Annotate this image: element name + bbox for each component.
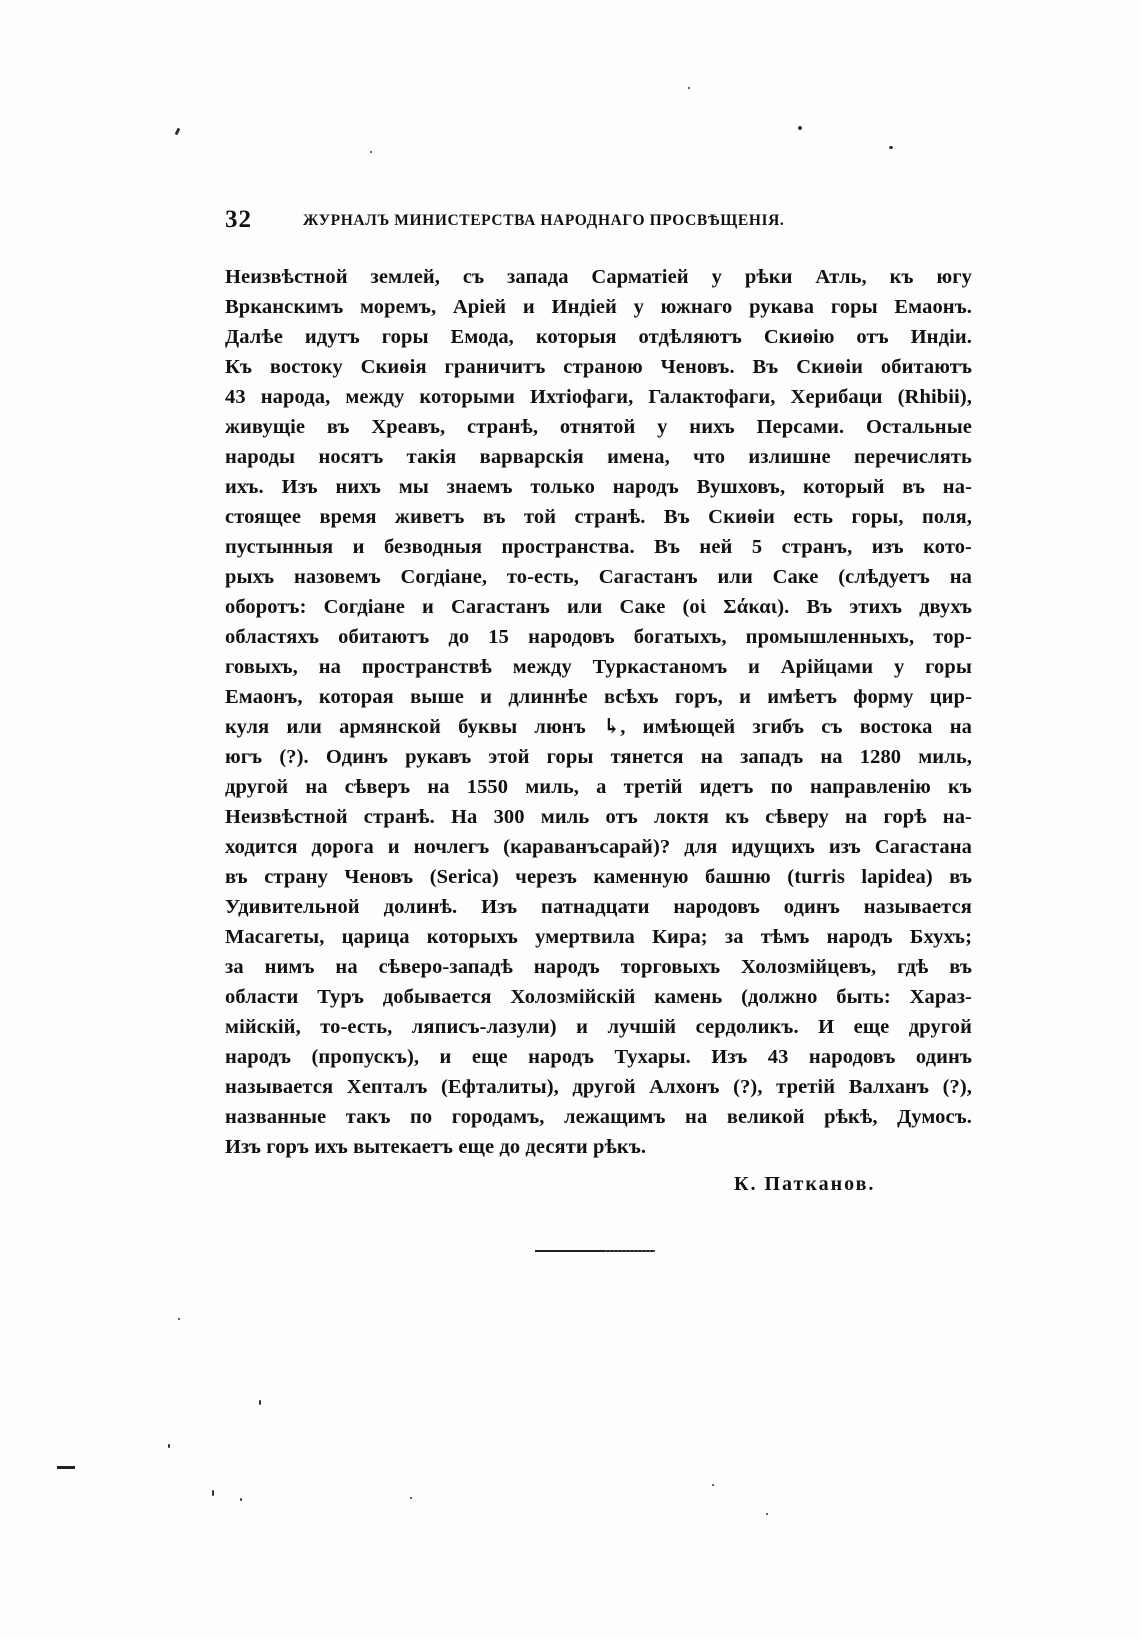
text-line: югъ (?). Одинъ рукавъ этой горы тянется на западъ на 1280 миль, — [225, 746, 972, 768]
text-line: 43 народа, между которыми Ихтіофаги, Галактофаги, Херибаци (Rhibii), — [225, 386, 972, 408]
text-line: Къ востоку Скиѳія граничитъ страною Ченовъ. Въ Скиѳіи обитаютъ — [225, 356, 972, 378]
scan-speck — [370, 151, 372, 153]
text-line: названные такъ по городамъ, лежащимъ на великой рѣкѣ, Думосъ. — [225, 1106, 972, 1128]
text-line: стоящее время живетъ въ той странѣ. Въ Скиѳіи есть горы, поля, — [225, 506, 972, 528]
scan-speck — [688, 87, 690, 89]
scan-speck — [212, 1490, 214, 1496]
scan-speck — [240, 1498, 242, 1501]
text-line: Неизвѣстной странѣ. На 300 миль отъ локтя къ сѣверу на горѣ на- — [225, 806, 972, 828]
text-line: области Туръ добывается Холозмійскій камень (должно быть: Хараз- — [225, 986, 972, 1008]
scan-speck — [259, 1400, 261, 1405]
scan-speck — [712, 1484, 714, 1486]
running-head — [225, 206, 905, 236]
text-line: Врканскимъ моремъ, Аріей и Индіей у южнаго рукава горы Емаонъ. — [225, 296, 972, 318]
text-line: пустынныя и безводныя пространства. Въ ней 5 странъ, изъ кото- — [225, 536, 972, 558]
scan-edge-mark — [57, 1466, 75, 1469]
author-signature: К. Патканов. — [734, 1173, 876, 1195]
text-line: Далѣе идутъ горы Емода, которыя отдѣляютъ Скиѳію отъ Индіи. — [225, 326, 972, 348]
text-line: ходится дорога и ночлегъ (караванъсарай)? для идущихъ изъ Сагастана — [225, 836, 972, 858]
scan-speck — [175, 128, 181, 136]
text-line: ихъ. Изъ нихъ мы знаемъ только народъ Вушховъ, который въ на- — [225, 476, 972, 498]
scan-speck — [168, 1444, 170, 1448]
text-line: областяхъ обитаютъ до 15 народовъ богатыхъ, промышленныхъ, тор- — [225, 626, 972, 648]
text-line: за нимъ на сѣверо-западѣ народъ торговыхъ Холозмійцевъ, гдѣ въ — [225, 956, 972, 978]
page-number: 32 — [225, 206, 252, 233]
text-line: рыхъ назовемъ Согдіане, то-есть, Сагастанъ или Саке (слѣдуетъ на — [225, 566, 972, 588]
text-line: другой на сѣверъ на 1550 миль, а третій идетъ по направленію къ — [225, 776, 972, 798]
scan-speck — [178, 1318, 180, 1320]
running-title: ЖУРНАЛЪ МИНИСТЕРСТВА НАРОДНАГО ПРОСВѢЩЕНІЯ. — [303, 212, 785, 229]
text-line: народы носятъ такія варварскія имена, что излишне перечислять — [225, 446, 972, 468]
text-line: Емаонъ, которая выше и длиннѣе всѣхъ горъ, и имѣетъ форму цир- — [225, 686, 972, 708]
text-line: называется Хепталъ (Ефталиты), другой Алхонъ (?), третій Валханъ (?), — [225, 1076, 972, 1098]
text-line: въ страну Ченовъ (Serica) черезъ каменную башню (turris lapidea) въ — [225, 866, 972, 888]
scan-speck — [889, 146, 893, 149]
article-body — [225, 262, 972, 1162]
text-line: народъ (пропускъ), и еще народъ Тухары. Изъ 43 народовъ одинъ — [225, 1046, 972, 1068]
text-line: куля или армянской буквы люнъ ↳, имѣющей згибъ съ востока на — [225, 716, 972, 738]
text-line: Масагеты, царица которыхъ умертвила Кира; за тѣмъ народъ Бхухъ; — [225, 926, 972, 948]
text-line: мійскій, то-есть, ляписъ-лазули) и лучшій сердоликъ. И еще другой — [225, 1016, 972, 1038]
text-line: Удивительной долинѣ. Изъ патнадцати народовъ одинъ называется — [225, 896, 972, 918]
scan-speck — [798, 126, 802, 130]
scan-speck — [766, 1513, 768, 1515]
end-rule-dots — [605, 1250, 655, 1252]
text-line-last: Изъ горъ ихъ вытекаетъ еще до десяти рѣкъ. — [225, 1136, 647, 1158]
text-line: говыхъ, на пространствѣ между Туркастаномъ и Арійцами у горы — [225, 656, 972, 678]
text-line: живущіе въ Хреавъ, странѣ, отнятой у нихъ Персами. Остальные — [225, 416, 972, 438]
scan-speck — [410, 1497, 412, 1499]
text-line: Неизвѣстной землей, съ запада Сарматіей у рѣки Атль, къ югу — [225, 266, 972, 288]
text-line: оборотъ: Согдіане и Сагастанъ или Саке (οἱ Σάκαι). Въ этихъ двухъ — [225, 596, 972, 618]
